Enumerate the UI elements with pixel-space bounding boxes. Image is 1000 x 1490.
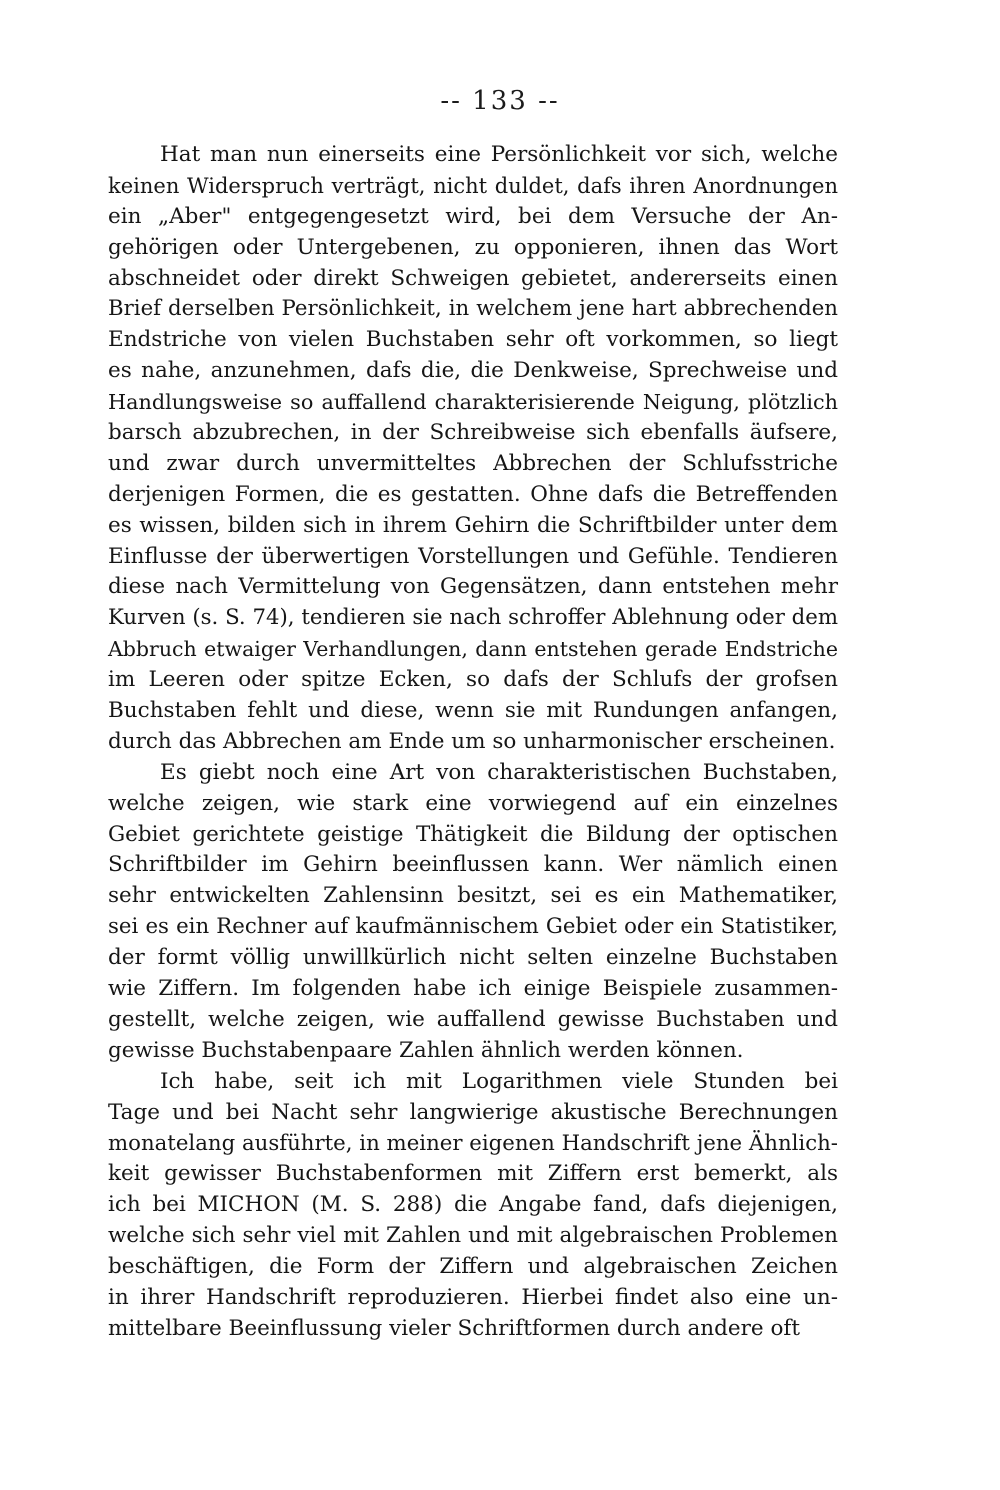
text-line: Hat man nun einerseits eine Persönlichkeit vor sich, welche (160, 142, 838, 167)
text-line: ich bei MICHON (M. S. 288) die Angabe fand, dafs diejenigen, (108, 1192, 838, 1218)
text-line: der formt völlig unwillkürlich nicht selten einzelne Buchstaben (108, 945, 838, 971)
text-line: Abbruch etwaiger Verhandlungen, dann entstehen gerade Endstriche (108, 637, 838, 662)
text-line: wie Ziffern. Im folgenden habe ich einige Beispiele zusammen- (108, 976, 838, 1002)
text-line: derjenigen Formen, die es gestatten. Ohne dafs die Betreffenden (108, 481, 838, 507)
text-line: mittelbare Beeinflussung vieler Schriftformen durch andere oft (108, 1315, 801, 1341)
text-line: Einflusse der überwertigen Vorstellungen und Gefühle. Tendieren (108, 543, 838, 569)
text-line: beschäftigen, die Form der Ziffern und algebraischen Zeichen (108, 1254, 838, 1280)
text-line: Handlungsweise so auffallend charakterisierende Neigung, plötzlich (108, 390, 838, 415)
text-line: es wissen, bilden sich in ihrem Gehirn die Schriftbilder unter dem (108, 512, 838, 538)
text-line: Endstriche von vielen Buchstaben sehr oft vorkommen, so liegt (108, 327, 838, 353)
text-line: gewisse Buchstabenpaare Zahlen ähnlich werden können. (108, 1037, 744, 1063)
text-line: welche sich sehr viel mit Zahlen und mit algebraischen Problemen (108, 1223, 838, 1249)
text-line: welche zeigen, wie stark eine vorwiegend auf ein einzelnes (108, 790, 838, 816)
text-line: diese nach Vermittelung von Gegensätzen, dann entstehen mehr (108, 574, 838, 600)
text-line: Tage und bei Nacht sehr langwierige akustische Berechnungen (108, 1099, 838, 1125)
text-line: Brief derselben Persönlichkeit, in welchem jene hart abbrechenden (108, 296, 838, 322)
body-text (108, 140, 838, 1345)
text-line: barsch abzubrechen, in der Schreibweise sich ebenfalls äufsere, (108, 420, 838, 446)
text-line: im Leeren oder spitze Ecken, so dafs der Schlufs der grofsen (108, 667, 838, 693)
page-number: -- 133 -- (440, 86, 560, 116)
text-line: und zwar durch unvermitteltes Abbrechen der Schlufsstriche (108, 450, 838, 476)
text-line: Es giebt noch eine Art von charakteristischen Buchstaben, (160, 759, 838, 785)
text-line: ein „Aber" entgegengesetzt wird, bei dem Versuche der An- (108, 203, 838, 229)
text-line: Schriftbilder im Gehirn beeinflussen kann. Wer nämlich einen (108, 852, 838, 878)
text-line: Kurven (s. S. 74), tendieren sie nach schroffer Ablehnung oder dem (108, 605, 838, 631)
text-line: gehörigen oder Untergebenen, zu opponieren, ihnen das Wort (108, 234, 838, 260)
text-line: keinen Widerspruch verträgt, nicht duldet, dafs ihren Anordnungen (108, 173, 838, 198)
text-line: in ihrer Handschrift reproduzieren. Hierbei findet also eine un- (108, 1284, 838, 1310)
text-line: sehr entwickelten Zahlensinn besitzt, sei es ein Mathematiker, (108, 883, 838, 909)
text-line: gestellt, welche zeigen, wie auffallend gewisse Buchstaben und (108, 1006, 838, 1032)
text-line: monatelang ausführte, in meiner eigenen Handschrift jene Ähnlich- (108, 1130, 838, 1156)
text-line: es nahe, anzunehmen, dafs die, die Denkweise, Sprechweise und (108, 358, 838, 384)
text-line: keit gewisser Buchstabenformen mit Ziffern erst bemerkt, als (108, 1161, 838, 1187)
text-line: abschneidet oder direkt Schweigen gebietet, andererseits einen (108, 265, 838, 291)
text-line: Buchstaben fehlt und diese, wenn sie mit Rundungen anfangen, (108, 698, 838, 724)
text-line: Gebiet gerichtete geistige Thätigkeit die Bildung der optischen (108, 821, 838, 847)
text-line: durch das Abbrechen am Ende um so unharmonischer erscheinen. (108, 728, 836, 754)
text-line: Ich habe, seit ich mit Logarithmen viele Stunden bei (160, 1068, 838, 1094)
text-line: sei es ein Rechner auf kaufmännischem Gebiet oder ein Statistiker, (108, 914, 838, 940)
